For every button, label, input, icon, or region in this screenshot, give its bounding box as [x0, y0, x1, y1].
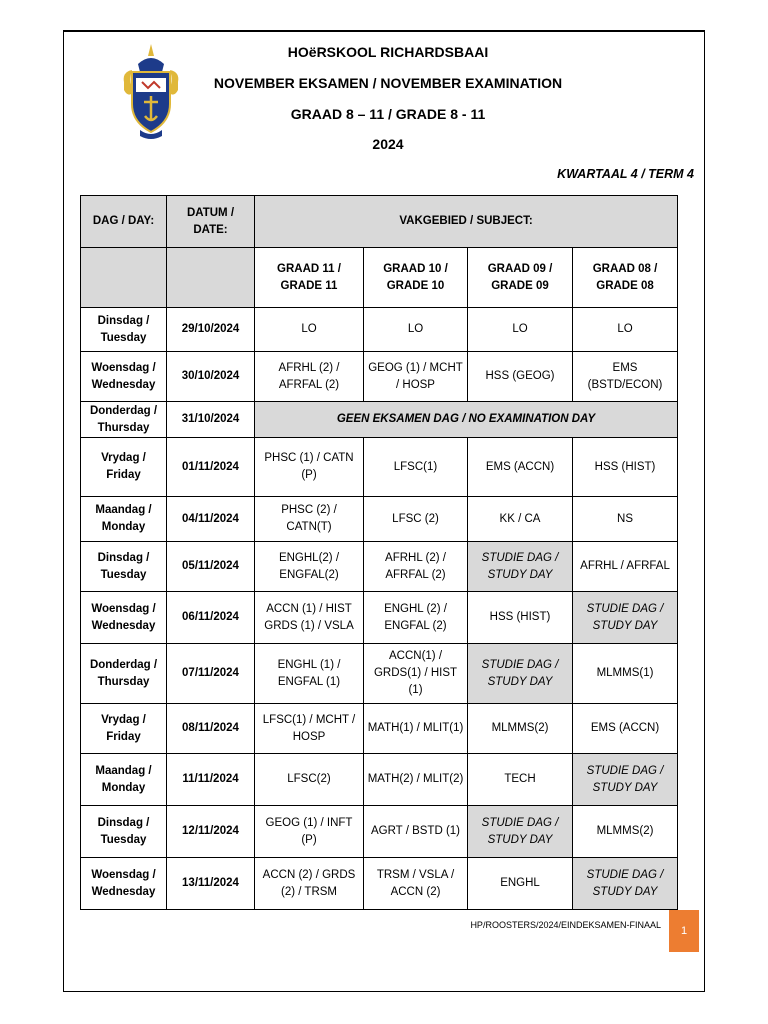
day-cell: Woensdag / Wednesday — [81, 858, 167, 910]
study-day-cell: STUDIE DAG / STUDY DAY — [468, 644, 573, 704]
date-cell: 06/11/2024 — [167, 592, 255, 644]
subject-cell: TECH — [468, 754, 573, 806]
subject-cell: HSS (GEOG) — [468, 352, 573, 402]
grade-header: GRAAD 10 / GRADE 10 — [364, 248, 468, 308]
subject-cell: PHSC (2) / CATN(T) — [255, 497, 364, 542]
subject-cell: MLMMS(1) — [573, 644, 678, 704]
date-cell: 07/11/2024 — [167, 644, 255, 704]
subject-cell: TRSM / VSLA / ACCN (2) — [364, 858, 468, 910]
grade-header: GRAAD 08 / GRADE 08 — [573, 248, 678, 308]
subject-cell: AFRHL / AFRFAL — [573, 542, 678, 592]
day-cell: Donderdag / Thursday — [81, 644, 167, 704]
table-row — [81, 308, 678, 352]
table-row — [81, 592, 678, 644]
table-row — [81, 497, 678, 542]
subject-cell: MATH(1) / MLIT(1) — [364, 704, 468, 754]
exam-timetable — [80, 195, 678, 910]
subject-cell: ENGHL(2) / ENGFAL(2) — [255, 542, 364, 592]
day-cell: Woensdag / Wednesday — [81, 592, 167, 644]
table-row — [81, 438, 678, 497]
subject-cell: MATH(2) / MLIT(2) — [364, 754, 468, 806]
subject-cell: HSS (HIST) — [573, 438, 678, 497]
date-cell: 31/10/2024 — [167, 402, 255, 438]
day-cell: Dinsdag / Tuesday — [81, 806, 167, 858]
subject-cell: ENGHL — [468, 858, 573, 910]
table-row — [81, 644, 678, 704]
day-cell: Maandag / Monday — [81, 754, 167, 806]
day-cell: Dinsdag / Tuesday — [81, 542, 167, 592]
subject-cell: LFSC(1) / MCHT / HOSP — [255, 704, 364, 754]
grade-header-row — [81, 248, 678, 308]
subject-cell: LO — [255, 308, 364, 352]
subject-cell: ENGHL (2) / ENGFAL (2) — [364, 592, 468, 644]
study-day-cell: STUDIE DAG / STUDY DAY — [468, 542, 573, 592]
table-row — [81, 858, 678, 910]
exam-title: NOVEMBER EKSAMEN / NOVEMBER EXAMINATION — [213, 75, 563, 91]
day-cell: Vrydag / Friday — [81, 704, 167, 754]
day-column-header: DAG / DAY: — [81, 196, 167, 248]
school-name: HOëRSKOOL RICHARDSBAAI — [287, 44, 489, 60]
table-row — [81, 352, 678, 402]
subject-cell: AGRT / BSTD (1) — [364, 806, 468, 858]
subject-cell: AFRHL (2) / AFRFAL (2) — [364, 542, 468, 592]
date-cell: 04/11/2024 — [167, 497, 255, 542]
document-code: HP/ROOSTERS/2024/EINDEKSAMEN-FINAAL — [470, 920, 661, 930]
exam-year: 2024 — [372, 136, 404, 152]
subject-cell: PHSC (1) / CATN (P) — [255, 438, 364, 497]
subject-cell: GEOG (1) / MCHT / HOSP — [364, 352, 468, 402]
subject-cell: LFSC (2) — [364, 497, 468, 542]
study-day-cell: STUDIE DAG / STUDY DAY — [573, 858, 678, 910]
subject-cell: EMS (BSTD/ECON) — [573, 352, 678, 402]
date-column-header: DATUM / DATE: — [167, 196, 255, 248]
day-cell: Vrydag / Friday — [81, 438, 167, 497]
grade-header: GRAAD 09 / GRADE 09 — [468, 248, 573, 308]
subject-cell: ENGHL (1) / ENGFAL (1) — [255, 644, 364, 704]
subject-cell: LFSC(2) — [255, 754, 364, 806]
table-row — [81, 754, 678, 806]
table-row — [81, 542, 678, 592]
empty-header-cell — [167, 248, 255, 308]
grade-header: GRAAD 11 / GRADE 11 — [255, 248, 364, 308]
subject-cell: ACCN (2) / GRDS (2) / TRSM — [255, 858, 364, 910]
date-cell: 05/11/2024 — [167, 542, 255, 592]
study-day-cell: STUDIE DAG / STUDY DAY — [573, 754, 678, 806]
page-number: 1 — [669, 910, 699, 952]
subject-cell: LO — [468, 308, 573, 352]
empty-header-cell — [81, 248, 167, 308]
date-cell: 12/11/2024 — [167, 806, 255, 858]
no-exam-day-cell: GEEN EKSAMEN DAG / NO EXAMINATION DAY — [255, 402, 678, 438]
date-cell: 11/11/2024 — [167, 754, 255, 806]
subject-cell: EMS (ACCN) — [468, 438, 573, 497]
subject-cell: NS — [573, 497, 678, 542]
date-cell: 13/11/2024 — [167, 858, 255, 910]
subject-cell: EMS (ACCN) — [573, 704, 678, 754]
table-row — [81, 402, 678, 438]
subject-cell: KK / CA — [468, 497, 573, 542]
day-cell: Donderdag / Thursday — [81, 402, 167, 438]
subject-cell: LFSC(1) — [364, 438, 468, 497]
subject-cell: LO — [573, 308, 678, 352]
day-cell: Maandag / Monday — [81, 497, 167, 542]
study-day-cell: STUDIE DAG / STUDY DAY — [468, 806, 573, 858]
subject-cell: HSS (HIST) — [468, 592, 573, 644]
subject-cell: MLMMS(2) — [468, 704, 573, 754]
subject-cell: MLMMS(2) — [573, 806, 678, 858]
grade-range: GRAAD 8 – 11 / GRADE 8 - 11 — [290, 106, 486, 122]
subject-cell: ACCN (1) / HIST GRDS (1) / VSLA — [255, 592, 364, 644]
date-cell: 08/11/2024 — [167, 704, 255, 754]
subject-cell: ACCN(1) / GRDS(1) / HIST (1) — [364, 644, 468, 704]
day-cell: Woensdag / Wednesday — [81, 352, 167, 402]
term-label: KWARTAAL 4 / TERM 4 — [557, 167, 694, 181]
table-row — [81, 704, 678, 754]
subject-cell: GEOG (1) / INFT (P) — [255, 806, 364, 858]
table-header-row — [81, 196, 678, 248]
subject-cell: AFRHL (2) / AFRFAL (2) — [255, 352, 364, 402]
study-day-cell: STUDIE DAG / STUDY DAY — [573, 592, 678, 644]
table-row — [81, 806, 678, 858]
subject-column-header: VAKGEBIED / SUBJECT: — [255, 196, 678, 248]
date-cell: 30/10/2024 — [167, 352, 255, 402]
subject-cell: LO — [364, 308, 468, 352]
day-cell: Dinsdag / Tuesday — [81, 308, 167, 352]
date-cell: 01/11/2024 — [167, 438, 255, 497]
date-cell: 29/10/2024 — [167, 308, 255, 352]
